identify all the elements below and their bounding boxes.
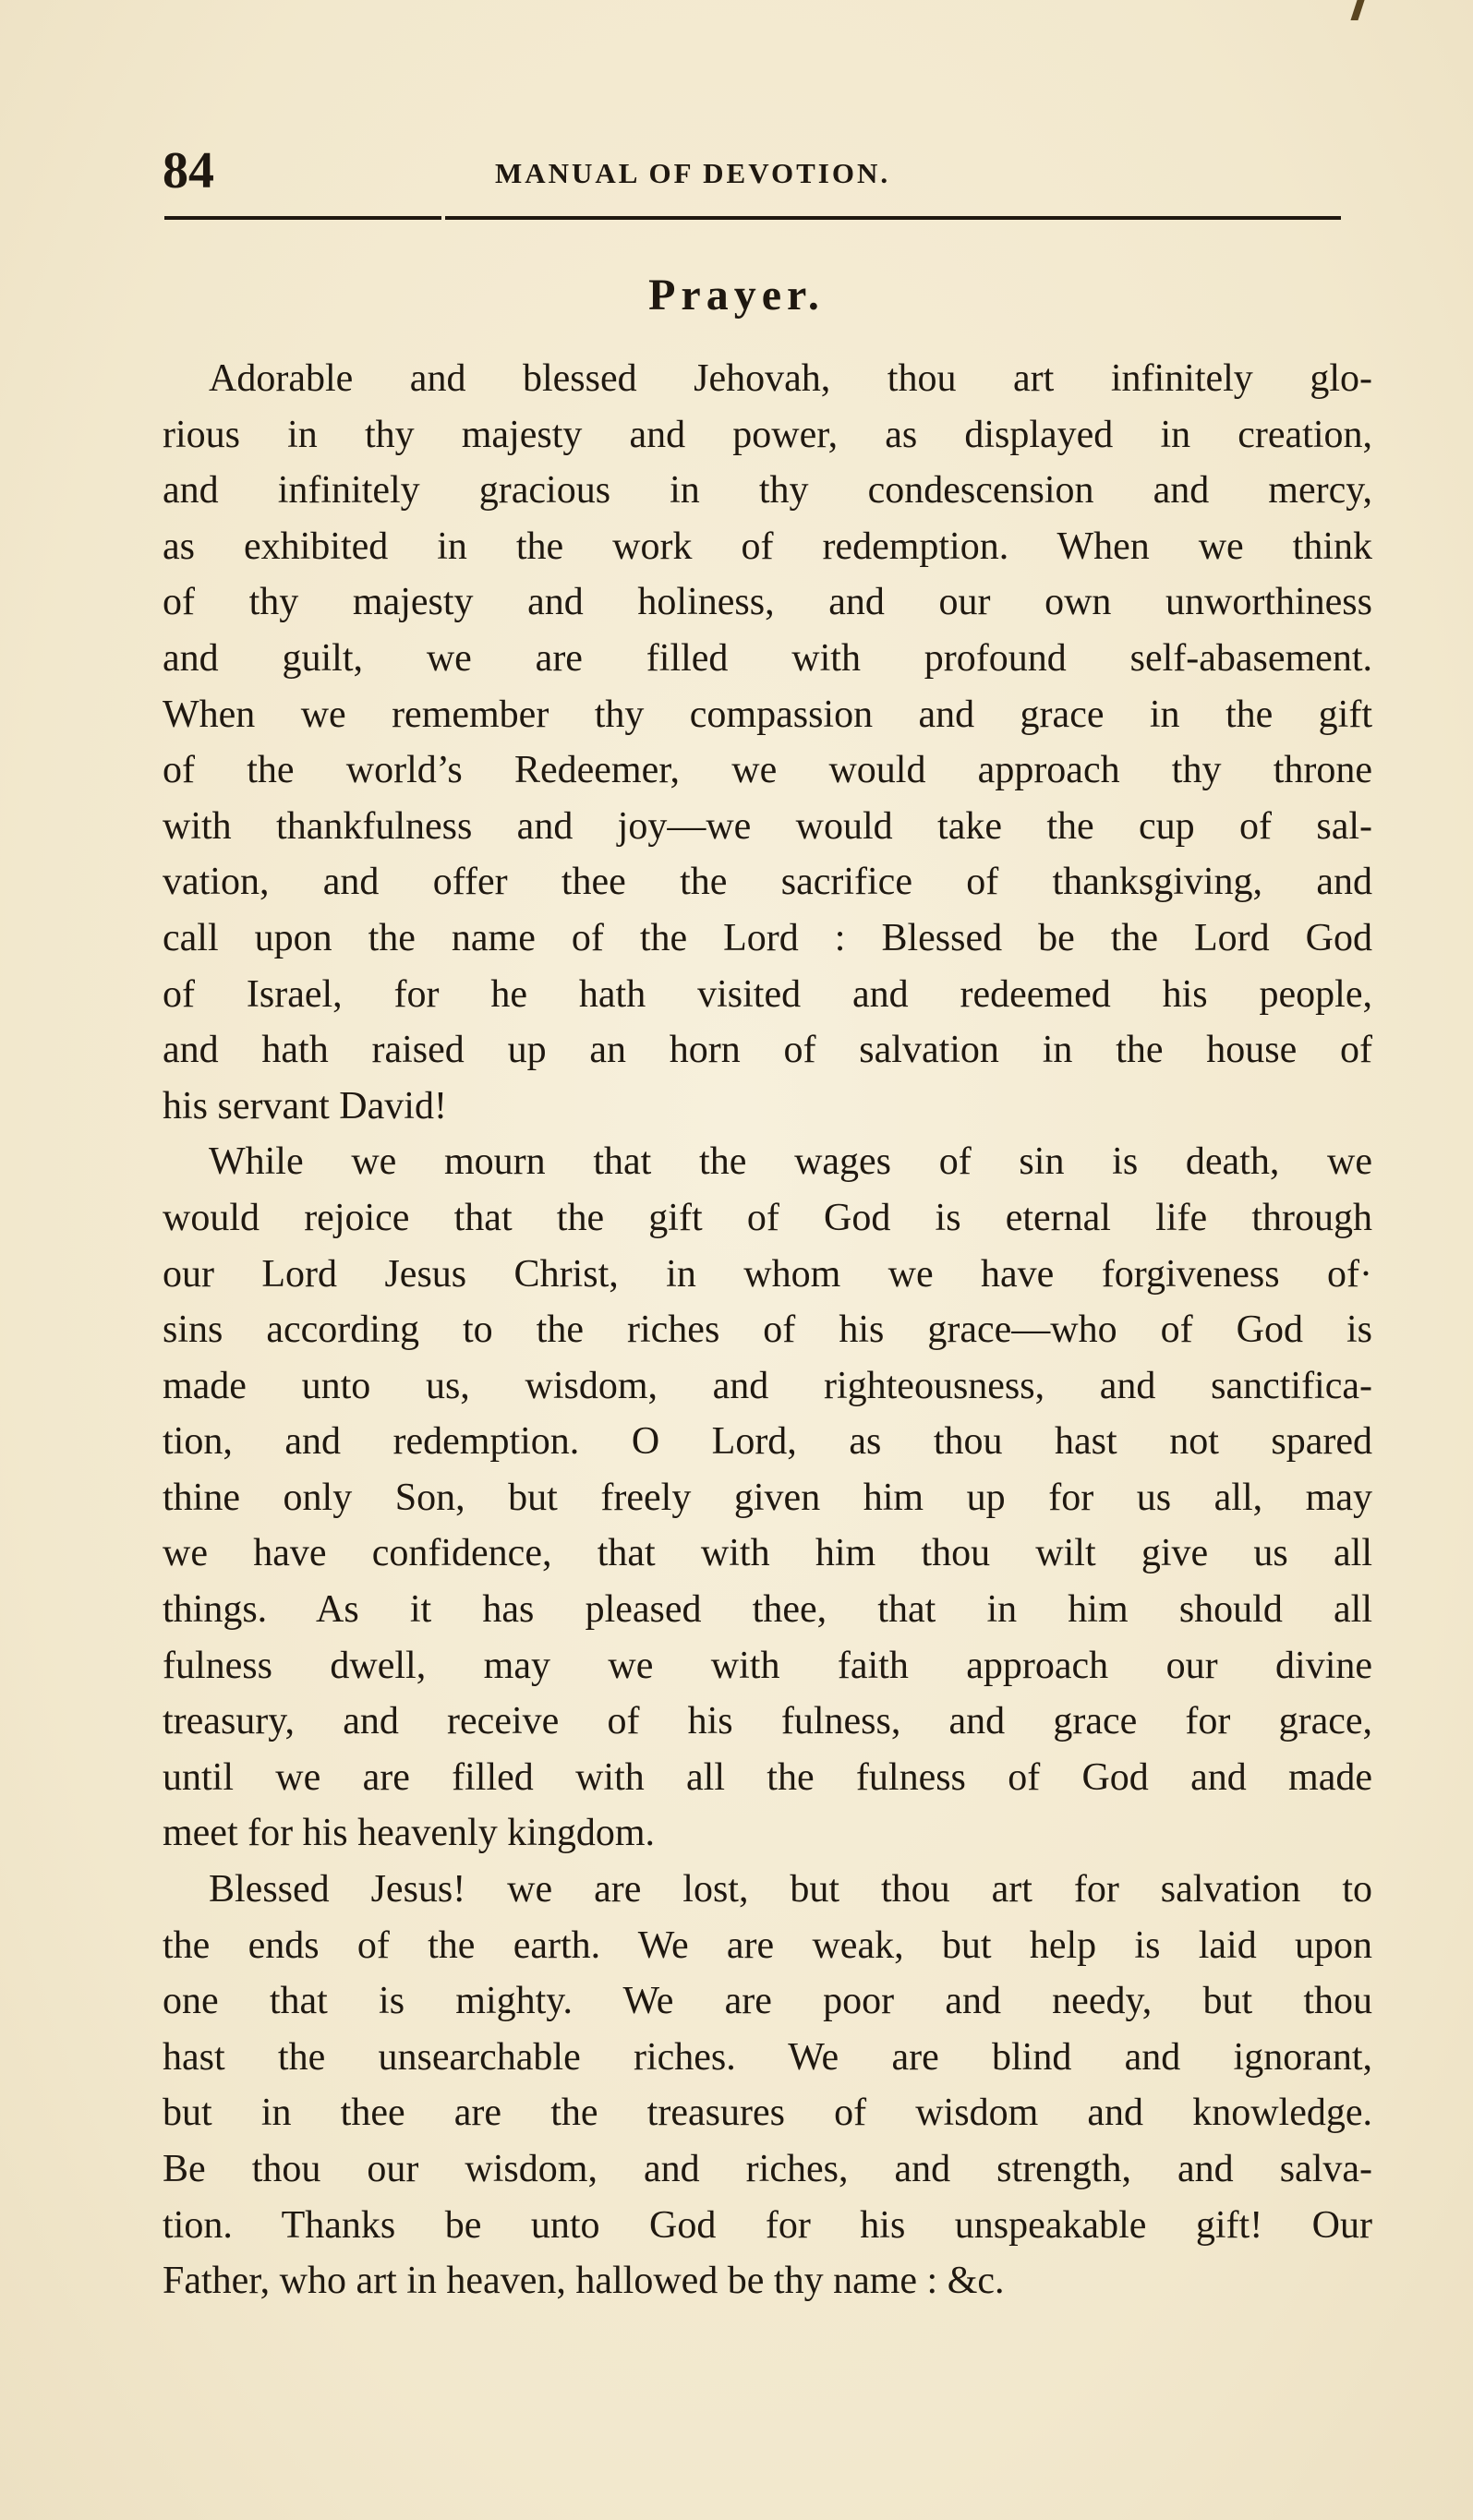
text-line: tion. Thanks be unto God for his unspeakable gift! Our bbox=[163, 2203, 1372, 2247]
text-line: vation, and offer thee the sacrifice of thanksgiving, and bbox=[163, 861, 1372, 904]
text-line: our Lord Jesus Christ, in whom we have forgiveness of· bbox=[163, 1252, 1372, 1296]
text-line: When we remember thy compassion and grace in the gift bbox=[163, 693, 1372, 736]
prayer-text bbox=[163, 351, 1372, 2309]
page-header bbox=[163, 139, 1335, 203]
text-line: of Israel, for he hath visited and redeemed his people, bbox=[163, 972, 1372, 1016]
ink-mark bbox=[1350, 0, 1364, 20]
text-line: and infinitely gracious in thy condescension and mercy, bbox=[163, 469, 1372, 512]
text-line: we have confidence, that with him thou wilt give us all bbox=[163, 1532, 1372, 1575]
text-line: While we mourn that the wages of sin is death, we bbox=[209, 1140, 1372, 1184]
text-line: Adorable and blessed Jehovah, thou art infinitely glo- bbox=[209, 357, 1372, 400]
text-line: until we are filled with all the fulness of God and made bbox=[163, 1755, 1372, 1799]
running-head: MANUAL OF DEVOTION. bbox=[495, 157, 891, 189]
text-line: Be thou our wisdom, and riches, and strength, and salva- bbox=[163, 2148, 1372, 2190]
text-line: and guilt, we are filled with profound self-abasement. bbox=[163, 636, 1372, 680]
text-line: thine only Son, but freely given him up for us all, may bbox=[163, 1476, 1372, 1519]
text-line: as exhibited in the work of redemption. When we think bbox=[163, 524, 1372, 568]
text-line: the ends of the earth. We are weak, but help is laid upon bbox=[163, 1923, 1372, 1967]
text-line: rious in thy majesty and power, as displayed in creation, bbox=[163, 413, 1372, 456]
text-line: with thankfulness and joy—we would take the cup of sal- bbox=[163, 804, 1372, 848]
text-line: would rejoice that the gift of God is eternal life through bbox=[163, 1196, 1372, 1239]
text-line: sins according to the riches of his grace—who of God is bbox=[163, 1308, 1372, 1352]
text-line: tion, and redemption. O Lord, as thou hast not spared bbox=[163, 1420, 1372, 1464]
text-line: meet for his heavenly kingdom. bbox=[163, 1812, 656, 1855]
text-line: treasury, and receive of his fulness, and grace for grace, bbox=[163, 1700, 1372, 1743]
text-line: Father, who art in heaven, hallowed be thy name : &c. bbox=[163, 2260, 1005, 2303]
section-title: Prayer. bbox=[648, 271, 825, 320]
text-line: hast the unsearchable riches. We are blind and ignorant, bbox=[163, 2035, 1372, 2079]
text-line: one that is mighty. We are poor and needy, but thou bbox=[163, 1980, 1372, 2023]
header-rule-left bbox=[164, 216, 441, 220]
text-line: of the world’s Redeemer, we would approach thy throne bbox=[163, 749, 1372, 792]
text-line: made unto us, wisdom, and righteousness, and sanctifica- bbox=[163, 1364, 1372, 1407]
text-line: his servant David! bbox=[163, 1084, 447, 1127]
text-line: things. As it has pleased thee, that in him should all bbox=[163, 1588, 1372, 1632]
text-line: call upon the name of the Lord : Blessed be the Lord God bbox=[163, 916, 1372, 959]
text-line: but in thee are the treasures of wisdom and knowledge. bbox=[163, 2092, 1372, 2135]
header-rule-right bbox=[445, 216, 1341, 220]
text-line: fulness dwell, may we with faith approach our divine bbox=[163, 1644, 1372, 1687]
text-line: Blessed Jesus! we are lost, but thou art for salvation to bbox=[209, 1868, 1372, 1911]
text-line: and hath raised up an horn of salvation in the house of bbox=[163, 1029, 1372, 1072]
text-line: of thy majesty and holiness, and our own unworthiness bbox=[163, 581, 1372, 624]
page-number: 84 bbox=[163, 142, 214, 199]
